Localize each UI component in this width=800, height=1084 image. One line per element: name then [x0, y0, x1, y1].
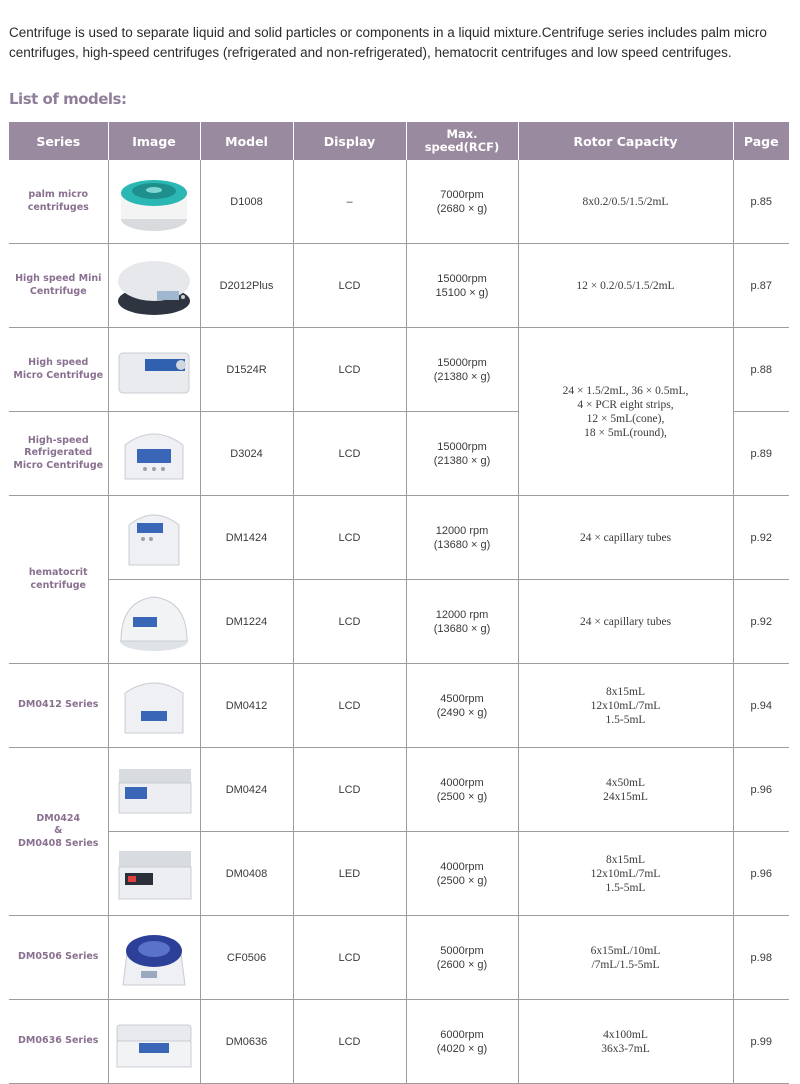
intro-paragraph: Centrifuge is used to separate liquid and solid particles or components in a liquid mixture.Centrifuge series includes palm micro centrifuges, high-speed centrifuges (refrigerated and non-refrigerated), hematocrit centrifuges and low speed centrifuges. — [9, 25, 767, 60]
speed-rpm: 4000rpm — [440, 776, 484, 789]
speed-rcf: (2500 × g) — [436, 790, 488, 803]
rotor-line: /7mL/1.5-5mL — [591, 958, 660, 971]
rotor-cell — [518, 1000, 733, 1084]
model-cell: DM1224 — [200, 580, 293, 664]
table-row — [9, 496, 789, 580]
centrifuge-image — [111, 503, 197, 573]
image-cell — [108, 748, 200, 832]
rotor-cell — [518, 244, 733, 328]
series-cell: DM0506 Series — [9, 916, 108, 1000]
rotor-line: 12 × 5mL(cone), — [586, 412, 665, 425]
model-cell: DM1424 — [200, 496, 293, 580]
page-cell: p.96 — [733, 748, 789, 832]
image-cell — [108, 664, 200, 748]
rotor-cell — [518, 664, 733, 748]
page-cell: p.98 — [733, 916, 789, 1000]
display-cell: – — [293, 160, 406, 244]
centrifuge-image — [111, 671, 197, 741]
rotor-line: 18 × 5mL(round), — [584, 426, 667, 439]
centrifuge-image — [111, 251, 197, 321]
table-header-row — [9, 122, 789, 160]
models-table — [9, 122, 789, 1084]
rotor-line: 36x3-7mL — [601, 1042, 650, 1055]
image-cell — [108, 832, 200, 916]
speed-rcf: (4020 × g) — [436, 1042, 488, 1055]
rotor-line: 24 × 1.5/2mL, 36 × 0.5mL, — [562, 384, 689, 397]
series-cell: DM0412 Series — [9, 664, 108, 748]
image-cell — [108, 916, 200, 1000]
header-series: Series — [9, 122, 108, 160]
speed-cell — [406, 664, 518, 748]
table-row — [9, 916, 789, 1000]
series-cell: High-speed Refrigerated Micro Centrifuge — [9, 412, 108, 496]
speed-cell — [406, 832, 518, 916]
display-cell: LCD — [293, 664, 406, 748]
image-cell — [108, 244, 200, 328]
speed-cell — [406, 916, 518, 1000]
image-cell — [108, 1000, 200, 1084]
rotor-cell — [518, 832, 733, 916]
table-row — [9, 1000, 789, 1084]
table-row — [9, 664, 789, 748]
speed-rcf: (2680 × g) — [436, 202, 488, 215]
page-cell: p.87 — [733, 244, 789, 328]
speed-rpm: 6000rpm — [440, 1028, 484, 1041]
speed-rpm: 5000rpm — [440, 944, 484, 957]
rotor-cell — [518, 160, 733, 244]
header-model: Model — [200, 122, 293, 160]
model-cell: DM0636 — [200, 1000, 293, 1084]
model-cell: DM0408 — [200, 832, 293, 916]
centrifuge-image — [111, 923, 197, 993]
centrifuge-image — [111, 335, 197, 405]
rotor-line: 4x100mL — [603, 1028, 648, 1041]
speed-rcf: (21380 × g) — [433, 370, 491, 383]
page-cell: p.85 — [733, 160, 789, 244]
rotor-line: 1.5-5mL — [605, 881, 646, 894]
speed-cell — [406, 328, 518, 412]
page-cell: p.89 — [733, 412, 789, 496]
rotor-line: 4 × PCR eight strips, — [577, 398, 674, 411]
display-cell: LCD — [293, 748, 406, 832]
image-cell — [108, 160, 200, 244]
header-rotor-capacity: Rotor Capacity — [518, 122, 733, 160]
table-row — [9, 580, 789, 664]
speed-rpm: 7000rpm — [440, 188, 484, 201]
header-max-line1: Max. — [446, 127, 478, 141]
centrifuge-image — [111, 167, 197, 237]
speed-cell — [406, 160, 518, 244]
page-cell: p.94 — [733, 664, 789, 748]
centrifuge-image — [111, 587, 197, 657]
table-row — [9, 832, 789, 916]
display-cell: LCD — [293, 328, 406, 412]
speed-rpm: 15000rpm — [437, 272, 487, 285]
series-line: & — [54, 825, 63, 837]
speed-rcf: (2490 × g) — [436, 706, 488, 719]
model-cell: DM0424 — [200, 748, 293, 832]
rotor-line: 24 × capillary tubes — [579, 615, 672, 628]
display-cell: LCD — [293, 1000, 406, 1084]
rotor-line: 24x15mL — [603, 790, 648, 803]
model-cell: CF0506 — [200, 916, 293, 1000]
rotor-cell — [518, 328, 733, 496]
page-cell: p.92 — [733, 496, 789, 580]
rotor-line: 12 × 0.2/0.5/1.5/2mL — [576, 279, 675, 292]
series-cell: hematocrit centrifuge — [9, 496, 108, 664]
speed-rpm: 12000 rpm — [435, 524, 489, 537]
speed-rpm: 4500rpm — [440, 692, 484, 705]
speed-cell — [406, 1000, 518, 1084]
speed-cell — [406, 244, 518, 328]
page-cell: p.92 — [733, 580, 789, 664]
speed-rcf: (21380 × g) — [433, 454, 491, 467]
speed-cell — [406, 580, 518, 664]
speed-rpm: 4000rpm — [440, 860, 484, 873]
rotor-line: 8x15mL — [606, 685, 645, 698]
table-row — [9, 328, 789, 412]
rotor-cell — [518, 580, 733, 664]
centrifuge-image — [111, 839, 197, 909]
display-cell: LCD — [293, 244, 406, 328]
model-cell: D1008 — [200, 160, 293, 244]
rotor-cell — [518, 496, 733, 580]
display-cell: LCD — [293, 916, 406, 1000]
table-row — [9, 748, 789, 832]
speed-rcf: (13680 × g) — [433, 538, 491, 551]
model-cell: D1524R — [200, 328, 293, 412]
speed-rcf: (2500 × g) — [436, 874, 488, 887]
rotor-line: 6x15mL/10mL — [590, 944, 661, 957]
speed-rpm: 15000rpm — [437, 440, 487, 453]
model-cell: D3024 — [200, 412, 293, 496]
header-max-speed — [406, 122, 518, 160]
series-cell: High speed Mini Centrifuge — [9, 244, 108, 328]
centrifuge-image — [111, 419, 197, 489]
speed-rpm: 12000 rpm — [435, 608, 489, 621]
rotor-line: 8x0.2/0.5/1.5/2mL — [582, 195, 669, 208]
rotor-line: 8x15mL — [606, 853, 645, 866]
display-cell: LED — [293, 832, 406, 916]
display-cell: LCD — [293, 412, 406, 496]
centrifuge-image — [111, 1007, 197, 1077]
table-row — [9, 160, 789, 244]
model-cell: D2012Plus — [200, 244, 293, 328]
series-line: DM0408 Series — [18, 837, 99, 849]
series-cell: High speed Micro Centrifuge — [9, 328, 108, 412]
series-cell: palm micro centrifuges — [9, 160, 108, 244]
centrifuge-image — [111, 755, 197, 825]
series-cell: DM0636 Series — [9, 1000, 108, 1084]
header-page: Page — [733, 122, 789, 160]
speed-rcf: (2600 × g) — [436, 958, 488, 971]
speed-cell — [406, 748, 518, 832]
speed-cell — [406, 496, 518, 580]
image-cell — [108, 328, 200, 412]
rotor-cell — [518, 916, 733, 1000]
rotor-cell — [518, 748, 733, 832]
header-image: Image — [108, 122, 200, 160]
series-cell — [9, 748, 108, 916]
table-row — [9, 244, 789, 328]
rotor-line: 4x50mL — [606, 776, 645, 789]
page-cell: p.96 — [733, 832, 789, 916]
rotor-line: 24 × capillary tubes — [579, 531, 672, 544]
rotor-line: 12x10mL/7mL — [590, 699, 661, 712]
series-line: DM0424 — [36, 812, 81, 824]
image-cell — [108, 580, 200, 664]
header-max-line2: speed(RCF) — [424, 140, 500, 154]
page-cell: p.99 — [733, 1000, 789, 1084]
header-display: Display — [293, 122, 406, 160]
rotor-line: 1.5-5mL — [605, 713, 646, 726]
image-cell — [108, 496, 200, 580]
speed-rcf: (13680 × g) — [433, 622, 491, 635]
display-cell: LCD — [293, 496, 406, 580]
rotor-line: 12x10mL/7mL — [590, 867, 661, 880]
page-cell: p.88 — [733, 328, 789, 412]
section-title: List of models: — [9, 90, 127, 108]
image-cell — [108, 412, 200, 496]
model-cell: DM0412 — [200, 664, 293, 748]
display-cell: LCD — [293, 580, 406, 664]
speed-cell — [406, 412, 518, 496]
speed-rcf: 15100 × g) — [435, 286, 489, 299]
speed-rpm: 15000rpm — [437, 356, 487, 369]
